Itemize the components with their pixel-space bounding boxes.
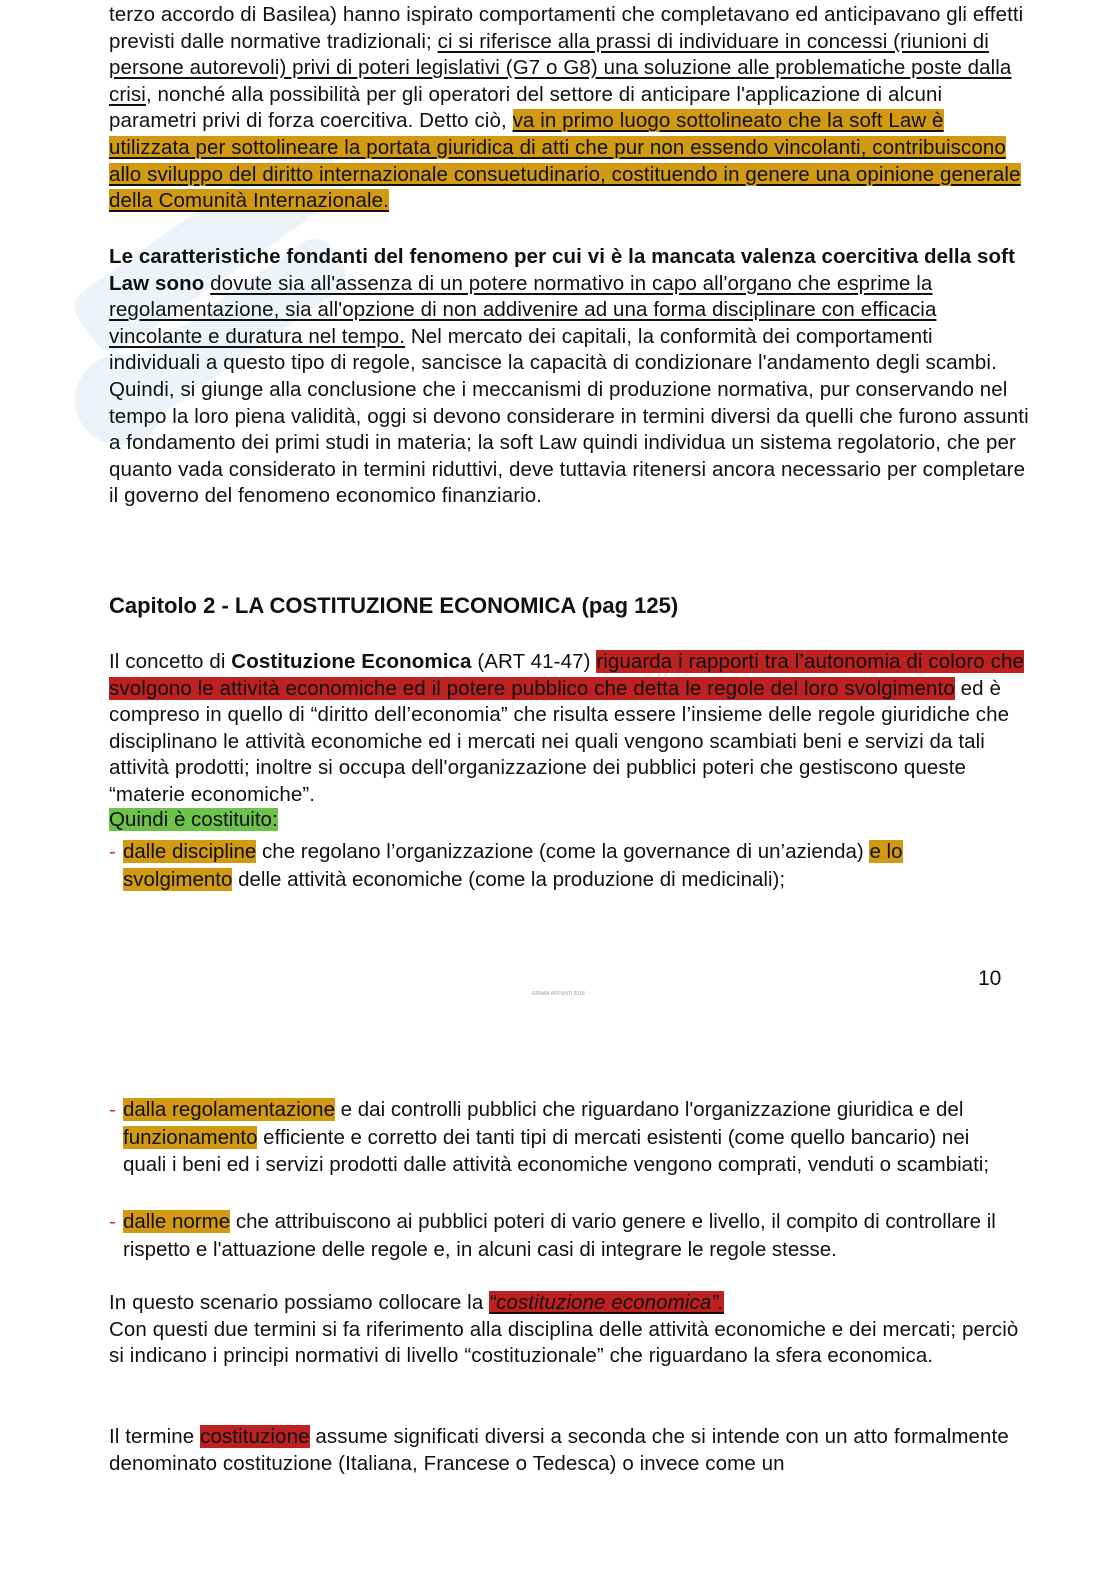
highlight-green: Quindi è costituito:	[109, 808, 278, 831]
highlight-orange: dalle discipline	[123, 840, 257, 863]
highlight-orange: va in primo luogo sottolineato che la soft Law è utilizzata per sottolineare la portata giuridica di atti che pur non essendo vincolanti, contribuiscono allo sviluppo del diritto internazionale consuetudinario, costituendo in genere una opinione generale della Comunità Internazionale.	[109, 109, 1021, 213]
footer-watermark-text: ERNAN APPUNTI 2018	[532, 991, 585, 997]
list-item: - dalla regolamentazione e dai controlli pubblici che riguardano l'organizzazione giuridica e del funzionamento efficiente e corretto dei tanti tipi di mercati esistenti (come quello bancario) nei quali i beni ed i servizi prodotti dalle attività economiche vengono comprati, venduti o scambiati;	[109, 1098, 990, 1176]
list-item: - dalle norme che attribuiscono ai pubblici poteri di vario genere e livello, il compito di controllare il rispetto e l'attuazione delle regole e, in alcuni casi di integrare le regole stesse.	[109, 1210, 996, 1261]
highlight-red: “costituzione economica”.	[489, 1291, 725, 1314]
highlight-orange: e lo svolgimento	[123, 840, 903, 891]
highlight-orange: dalla regolamentazione	[123, 1098, 335, 1121]
underlined-text: ci si riferisce alla prassi di individuare in concessi (riunioni di persone autorevoli) privi di poteri legislativi (G7 o G8) una soluzione alle problematiche poste dalla crisi	[109, 29, 1012, 106]
quindi-label	[109, 808, 278, 832]
dash-bullet-icon: -	[109, 1098, 116, 1121]
paragraph-soft-law-intro: terzo accordo di Basilea) hanno ispirato comportamenti che completavano ed anticipavano gli effetti previsti dalle normative tradizionali; ci si riferisce alla prassi di individuare in concessi (riunioni di persone autorevoli) privi di poteri legislativi (G7 o G8) una soluzione alle problematiche poste dalla crisi, nonché alla possibilità per gli operatori del settore di anticipare l'applicazione di alcuni parametri privi di forza coercitiva. Detto ciò, va in primo luogo sottolineato che la soft Law è utilizzata per sottolineare la portata giuridica di atti che pur non essendo vincolanti, contribuiscono allo sviluppo del diritto internazionale consuetudinario, costituendo in genere una opinione generale della Comunità Internazionale.	[109, 3, 1024, 213]
paragraph-termine-costituzione: Il termine costituzione assume significati diversi a seconda che si intende con un atto formalmente denominato costituzione (Italiana, Francese o Tedesca) o invece come un	[109, 1425, 1009, 1475]
paragraph-soft-law-characteristics: Le caratteristiche fondanti del fenomeno per cui vi è la mancata valenza coercitiva della soft Law sono dovute sia all'assenza di un potere normativo in capo all'organo che esprime la regolamentazione, sia all'opzione di non addivenire ad una forma disciplinare con efficacia vincolante e duratura nel tempo. Nel mercato dei capitali, la conformità dei comportamenti individuali a questo tipo di regole, sancisce la capacità di condizionare l'andamento degli scambi. Quindi, si giunge alla conclusione che i meccanismi di produzione normativa, pur conservando nel tempo la loro piena validità, oggi si devono considerare in termini diversi da quelli che furono assunti a fondamento dei primi studi in materia; la soft Law quindi individua un sistema regolatorio, che per quanto vada considerato in termini riduttivi, deve tuttavia ritenersi ancora necessario per completare il governo del fenomeno economico finanziario.	[109, 245, 1029, 508]
highlight-orange: funzionamento	[123, 1125, 258, 1149]
list-item: - dalle discipline che regolano l’organizzazione (come la governance di un’azienda) e lo svolgimento delle attività economiche (come la produzione di medicinali);	[109, 840, 903, 891]
paragraph-scenario: In questo scenario possiamo collocare la “costituzione economica”. Con questi due termini si fa riferimento alla disciplina delle attività economiche e dei mercati; perciò si indicano i principi normativi di livello “costituzionale” che riguardano la sfera economica.	[109, 1291, 1019, 1368]
chapter-heading: Capitolo 2 - LA COSTITUZIONE ECONOMICA (pag 125)	[109, 593, 679, 618]
highlight-red: costituzione	[200, 1425, 310, 1448]
highlight-red: riguarda i rapporti tra l’autonomia di coloro che svolgono le attività economiche ed il potere pubblico che detta le regole del loro svolgimento	[109, 650, 1024, 700]
underlined-text: dovute sia all'assenza di un potere normativo in capo all'organo che esprime la regolamentazione, sia all'opzione di non addivenire ad una forma disciplinare con efficacia vincolante e duratura nel tempo.	[109, 271, 937, 348]
page-number: 10	[978, 967, 1002, 990]
bold-text: Le caratteristiche fondanti del fenomeno per cui vi è la mancata valenza coercitiva della soft Law sono	[109, 245, 1016, 295]
dash-bullet-icon: -	[109, 840, 116, 863]
paragraph-costituzione-economica: Il concetto di Costituzione Economica (ART 41-47) riguarda i rapporti tra l’autonomia di coloro che svolgono le attività economiche ed il potere pubblico che detta le regole del loro svolgimento ed è compreso in quello di “diritto dell’economia” che risulta essere l’insieme delle regole giuridiche che disciplinano le attività economiche ed i mercati nei quali vengono scambiati beni e servizi da tali attività prodotti; inoltre si occupa dell'organizzazione dei pubblici poteri che gestiscono queste “materie economiche”.	[109, 650, 1024, 806]
highlight-orange: dalle norme	[123, 1210, 231, 1233]
dash-bullet-icon: -	[109, 1210, 116, 1233]
